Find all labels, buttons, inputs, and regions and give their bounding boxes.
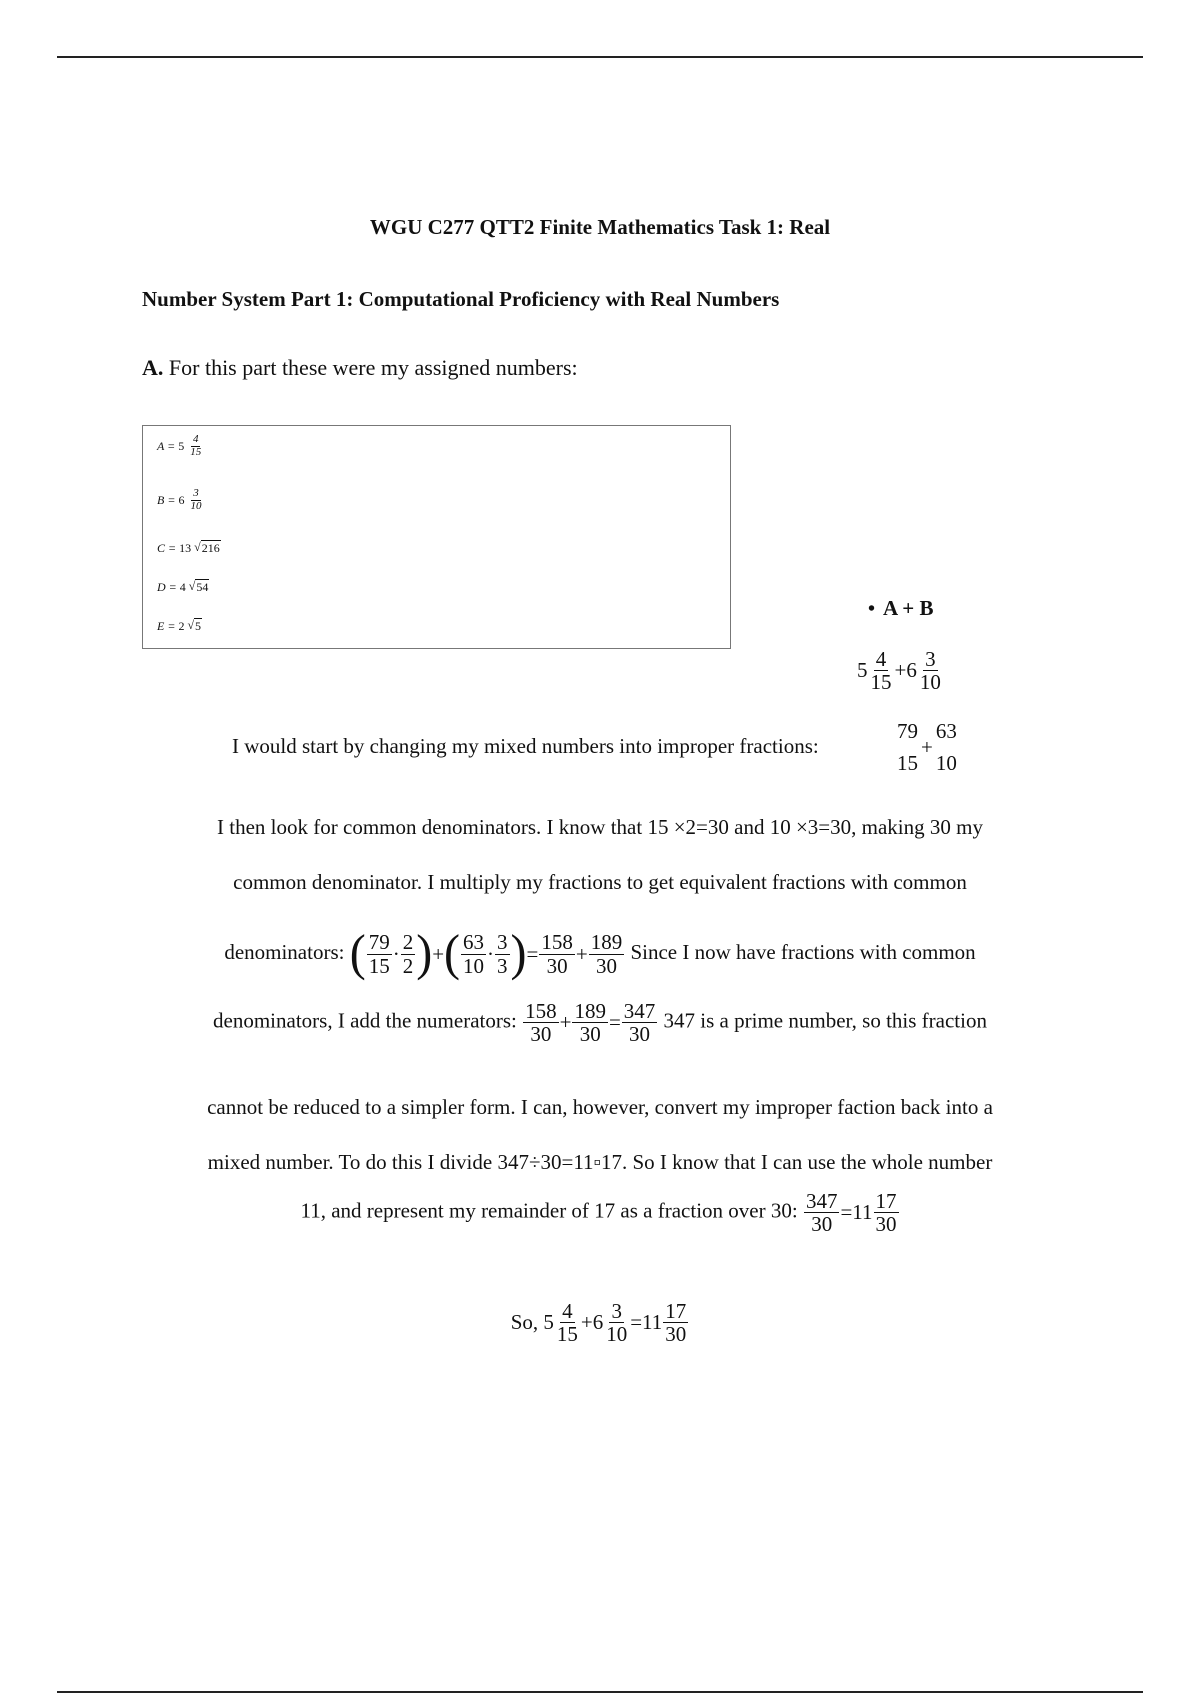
final-numerator-1: 4 (562, 1299, 573, 1323)
result-denominator-2: 30 (595, 953, 617, 978)
assigned-e (157, 618, 202, 634)
add-fraction-3 (622, 1000, 658, 1045)
assigned-b-numerator: 3 (193, 487, 199, 499)
result-fraction-2 (589, 931, 625, 976)
common-denominator-line-2: common denominator. I multiply my fractions to get equivalent fractions with common (233, 870, 967, 894)
bottom-rule (57, 1691, 1143, 1693)
final-equals: =11 (630, 1310, 663, 1335)
assigned-b (157, 488, 204, 512)
improper-denominator-1: 15 (897, 751, 918, 776)
remainder-fraction-2 (874, 1190, 899, 1235)
assigned-c (157, 540, 221, 556)
improper-plus: + (921, 734, 933, 759)
result-denominator-1: 30 (546, 953, 568, 978)
part-a-text: For this part these were my assigned numbers: (163, 355, 578, 380)
a-plus-b-heading (868, 596, 934, 621)
add-numerator-3: 347 (623, 999, 656, 1023)
add-equals: = (608, 1010, 621, 1035)
final-so: So, (510, 1310, 539, 1335)
assigned-a-numerator: 4 (192, 433, 199, 445)
improper-numerator-2: 63 (935, 719, 957, 743)
sum-numerator-2: 3 (925, 647, 936, 671)
part-a-label: A. (142, 355, 164, 380)
improper-expression (894, 720, 960, 774)
final-result-line (0, 1300, 1200, 1345)
assigned-d (157, 579, 209, 595)
add-expression (522, 1000, 658, 1045)
page-subtitle: Number System Part 1: Computational Proficiency with Real Numbers (142, 287, 780, 311)
radical-sign-icon: √ (194, 540, 201, 554)
final-denominator-2: 10 (606, 1322, 628, 1347)
result-fraction-1 (539, 931, 575, 976)
multiplier-denominator-2: 3 (497, 953, 508, 978)
equiv-numerator-1: 79 (368, 930, 390, 955)
page-title: WGU C277 QTT2 Finite Mathematics Task 1: Real (369, 215, 831, 239)
sum-whole-1: 5 (857, 658, 868, 683)
multiplier-fraction-2 (495, 931, 510, 976)
assigned-a-denominator: 15 (190, 445, 202, 458)
denominators-label: denominators: (224, 939, 345, 964)
final-expression (511, 1300, 690, 1345)
final-whole-1: 5 (543, 1310, 554, 1335)
add-numerator-2: 189 (574, 999, 606, 1023)
remainder-equals: =11 (840, 1200, 873, 1225)
add-denominator-2: 30 (579, 1022, 601, 1047)
equiv-numerator-2: 63 (463, 930, 485, 955)
top-rule (57, 56, 1143, 58)
final-numerator-2: 3 (611, 1299, 622, 1323)
final-plus: +6 (580, 1310, 604, 1335)
assigned-d-radicand: 54 (196, 580, 209, 594)
sum-numerator-1: 4 (875, 647, 887, 671)
assigned-e-label: E = (157, 618, 176, 633)
equiv-fraction-1 (367, 931, 392, 976)
final-fraction-1 (555, 1300, 580, 1345)
improper-fraction-2 (934, 720, 959, 774)
equiv-plus: + (432, 941, 445, 966)
final-fraction-3 (663, 1300, 688, 1345)
assigned-d-label: D = (157, 579, 177, 594)
assigned-a-whole: 5 (178, 438, 185, 453)
add-plus: + (559, 1010, 572, 1035)
remainder-expression (803, 1190, 900, 1235)
remainder-denominator-2: 30 (875, 1212, 897, 1237)
bullet-icon: • (868, 598, 876, 620)
right-paren-icon: ) (510, 925, 527, 982)
assigned-e-radicand: 5 (195, 619, 202, 633)
remainder-text: 11, and represent my remainder of 17 as a fraction over 30: (300, 1198, 798, 1223)
a-plus-b-expression (857, 648, 944, 693)
remainder-line (0, 1190, 1200, 1235)
add-after-text: 347 is a prime number, so this fraction (663, 1008, 987, 1033)
add-denominator-1: 30 (530, 1022, 552, 1047)
common-denominator-line-1: I then look for common denominators. I know that 15 ×2=30 and 10 ×3=30, making 30 my (217, 815, 983, 839)
equiv-fraction-2 (461, 931, 486, 976)
assigned-e-coefficient: 2 (178, 618, 185, 633)
add-numerators-line (0, 1000, 1200, 1045)
assigned-b-whole: 6 (178, 492, 185, 507)
equiv-denominator-2: 10 (463, 953, 485, 978)
improper-numerator-1: 79 (897, 719, 918, 743)
assigned-c-label: C = (157, 540, 177, 555)
assigned-d-coefficient: 4 (179, 579, 186, 594)
remainder-denominator-1: 30 (811, 1212, 833, 1237)
result-numerator-2: 189 (590, 930, 623, 955)
radical-sign-icon: √ (187, 618, 195, 632)
sum-whole-2: 6 (906, 658, 917, 683)
multiplier-fraction-1 (401, 931, 416, 976)
final-fraction-2 (604, 1300, 629, 1345)
improper-denominator-2: 10 (935, 751, 957, 776)
right-paren-icon: ) (416, 925, 433, 982)
sum-fraction-1 (869, 648, 894, 693)
final-numerator-3: 17 (665, 1299, 687, 1323)
final-denominator-1: 15 (556, 1322, 578, 1347)
result-numerator-1: 158 (541, 930, 573, 955)
multiplier-numerator-1: 2 (402, 930, 414, 955)
assigned-a-label: A = (157, 438, 176, 453)
improper-fraction-1 (895, 720, 920, 774)
radical-sign-icon: √ (188, 579, 196, 593)
improper-sentence: I would start by changing my mixed numbers into improper fractions: (232, 734, 819, 758)
multiply-dot-1: · (392, 941, 400, 966)
denominators-line (0, 925, 1200, 982)
assigned-numbers-box (142, 425, 731, 649)
remainder-numerator-2: 17 (875, 1189, 897, 1213)
assigned-c-coefficient: 13 (179, 540, 192, 555)
assigned-a (157, 434, 204, 458)
add-denominator-3: 30 (629, 1022, 651, 1047)
equiv-denominator-1: 15 (368, 953, 390, 978)
multiplier-numerator-2: 3 (497, 930, 508, 955)
equivalent-fractions-expression (349, 925, 625, 982)
final-denominator-3: 30 (665, 1322, 687, 1347)
assigned-d-radical (189, 579, 210, 595)
assigned-c-radical (194, 540, 221, 556)
left-paren-icon: ( (349, 925, 366, 982)
assigned-b-denominator: 10 (190, 499, 202, 512)
sum-denominator-1: 15 (870, 670, 892, 695)
multiply-dot-2: · (487, 941, 495, 966)
equiv-equals: = (526, 941, 539, 966)
add-numerator-1: 158 (525, 999, 557, 1023)
reduce-line-1: cannot be reduced to a simpler form. I can, however, convert my improper faction back into a (207, 1095, 993, 1119)
reduce-line-2: mixed number. To do this I divide 347÷30=11▫17. So I know that I can use the whole number (207, 1150, 993, 1174)
add-label: denominators, I add the numerators: (213, 1008, 517, 1033)
add-fraction-2 (572, 1000, 608, 1045)
assigned-b-fraction (188, 488, 203, 512)
a-plus-b-label: A + B (883, 596, 934, 620)
denominators-after-text: Since I now have fractions with common (630, 939, 976, 964)
assigned-c-radicand: 216 (201, 541, 220, 555)
assigned-a-fraction (188, 434, 203, 458)
sum-denominator-2: 10 (919, 670, 941, 695)
multiplier-denominator-1: 2 (402, 953, 414, 978)
result-plus: + (575, 941, 588, 966)
sum-fraction-2 (918, 648, 943, 693)
remainder-numerator-1: 347 (805, 1189, 838, 1213)
add-fraction-1 (523, 1000, 559, 1045)
sum-plus: + (894, 658, 907, 683)
part-a-intro (142, 355, 578, 381)
assigned-b-label: B = (157, 492, 176, 507)
assigned-e-radical (187, 618, 202, 634)
remainder-fraction-1 (804, 1190, 840, 1235)
left-paren-icon: ( (444, 925, 461, 982)
